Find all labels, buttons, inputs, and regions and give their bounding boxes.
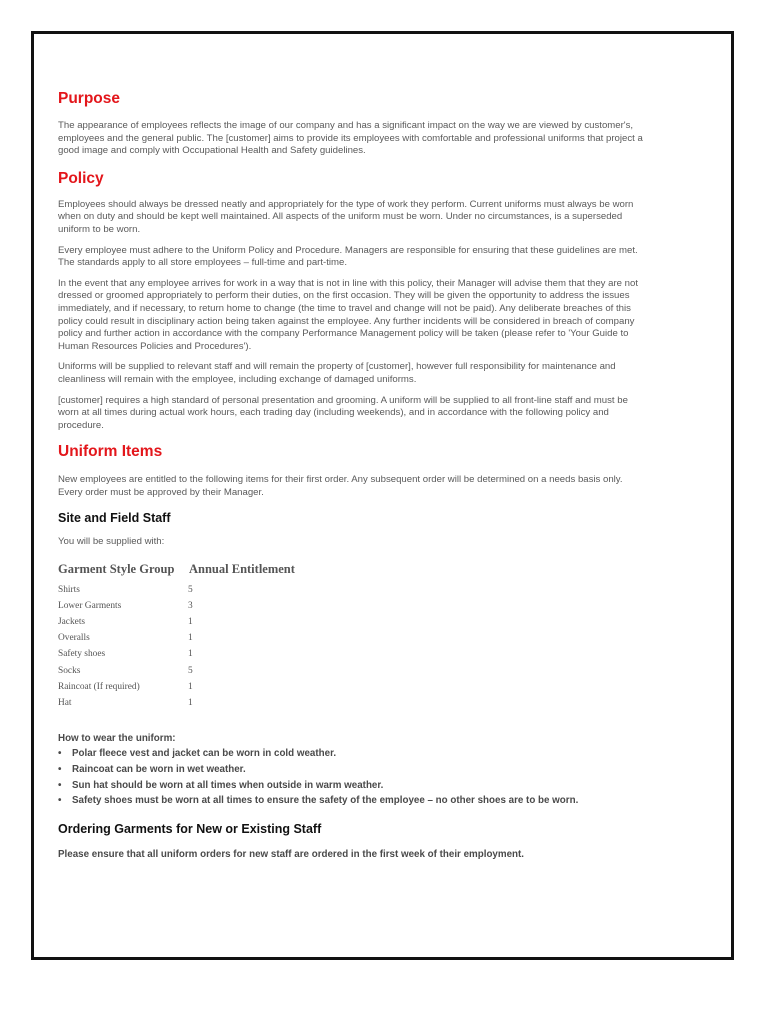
entitlement-cell: 1: [188, 649, 193, 660]
entitlement-cell: 5: [188, 585, 193, 596]
table-row: [58, 582, 648, 598]
how-to-wear-label: How to wear the uniform:: [58, 732, 176, 744]
garment-cell: Raincoat (If required): [58, 681, 140, 692]
entitlement-cell: 5: [188, 665, 193, 676]
ordering-text: Please ensure that all uniform orders for new staff are ordered in the first week of their employment.: [58, 848, 525, 860]
bullet-text: Sun hat should be worn at all times when outside in warm weather.: [72, 779, 384, 791]
garment-cell: Overalls: [58, 633, 90, 644]
table-row: [58, 663, 648, 679]
uniform-items-heading: Uniform Items: [58, 443, 163, 461]
how-to-wear-list: [58, 746, 648, 808]
table-row: [58, 695, 648, 711]
purpose-text: The appearance of employees reflects the image of our company and has a significant impact on the way we are viewed by customer's, employees and the general public. The [customer] aims to provide its employees with comfortable and professional uniforms that project a good image and comply with Occupational Health and Safety guidelines.: [58, 120, 643, 157]
entitlement-cell: 1: [188, 697, 193, 708]
table-row: [58, 598, 648, 614]
policy-paragraph-3: In the event that any employee arrives for work in a way that is not in line with this policy, their Manager will advise them that they are not dressed or groomed appropriately to perform their duties, on the first occasion. They will be given the opportunity to address the issues immediately, and if necessary, to return home to change (the time to travel and change will not be paid). Any deliberate breaches of this policy could result in disciplinary action being taken against the employee. Any further incidents will be considered in breach of company policy and further action in accordance with the company Performance Management policy will be taken (please refer to 'Your Guide to Human Resources Policies and Procedures').: [58, 277, 638, 352]
table-row: [58, 679, 648, 695]
bullet-icon: •: [58, 748, 62, 760]
entitlement-cell: 1: [188, 681, 193, 692]
bullet-text: Safety shoes must be worn at all times to ensure the safety of the employee – no other shoes are to be worn.: [72, 795, 579, 807]
list-item: [58, 778, 648, 794]
header-entitlement: Annual Entitlement: [189, 562, 295, 577]
uniform-items-intro: New employees are entitled to the following items for their first order. Any subsequent order will be determined on a needs basis only. Every order must be approved by their Manager.: [58, 474, 623, 498]
garment-cell: Jackets: [58, 617, 86, 628]
bullet-icon: •: [58, 795, 62, 807]
policy-paragraph-1: Employees should always be dressed neatly and appropriately for the type of work they perform. Current uniforms must always be worn when on duty and should be kept well maintained. All aspects of the uniform must be worn. Under no circumstances, is a superseded uniform to be worn.: [58, 198, 634, 235]
policy-paragraph-2: Every employee must adhere to the Uniform Policy and Procedure. Managers are responsible for ensuring that these guidelines are met. The standards apply to all store employees – full-time and part-time.: [58, 244, 638, 269]
garment-cell: Lower Garments: [58, 601, 122, 612]
table-row: [58, 646, 648, 662]
entitlement-table: [58, 562, 648, 711]
entitlement-cell: 1: [188, 617, 193, 628]
purpose-heading: Purpose: [58, 90, 121, 107]
bullet-icon: •: [58, 764, 62, 775]
document-content: [58, 56, 648, 862]
policy-paragraph-4: Uniforms will be supplied to relevant staff and will remain the property of [customer], however full responsibility for maintenance and cleanliness will remain with the employee, including exchange of damaged uniforms.: [58, 361, 616, 385]
garment-cell: Safety shoes: [58, 649, 106, 660]
header-garment: Garment Style Group: [58, 562, 175, 577]
bullet-text: Polar fleece vest and jacket can be worn in cold weather.: [72, 748, 337, 760]
list-item: [58, 746, 648, 762]
entitlement-cell: 1: [188, 633, 193, 644]
list-item: [58, 793, 648, 809]
garment-cell: Shirts: [58, 585, 80, 596]
supplied-text: You will be supplied with:: [58, 536, 165, 548]
policy-paragraph-5: [customer] requires a high standard of personal presentation and grooming. A uniform will be supplied to all front-line staff and must be worn at all times during actual work hours, each trading day (including weekends), and in accordance with the following policy and procedure.: [58, 394, 628, 431]
list-item: [58, 762, 648, 778]
site-field-heading: Site and Field Staff: [58, 511, 171, 526]
entitlement-cell: 3: [188, 601, 193, 612]
bullet-icon: •: [58, 779, 62, 791]
table-header: [58, 562, 648, 580]
table-row: [58, 630, 648, 646]
bullet-text: Raincoat can be worn in wet weather.: [72, 764, 246, 775]
ordering-heading: Ordering Garments for New or Existing Staff: [58, 821, 322, 836]
table-row: [58, 614, 648, 630]
policy-heading: Policy: [58, 169, 104, 187]
garment-cell: Socks: [58, 665, 81, 676]
garment-cell: Hat: [58, 697, 72, 708]
